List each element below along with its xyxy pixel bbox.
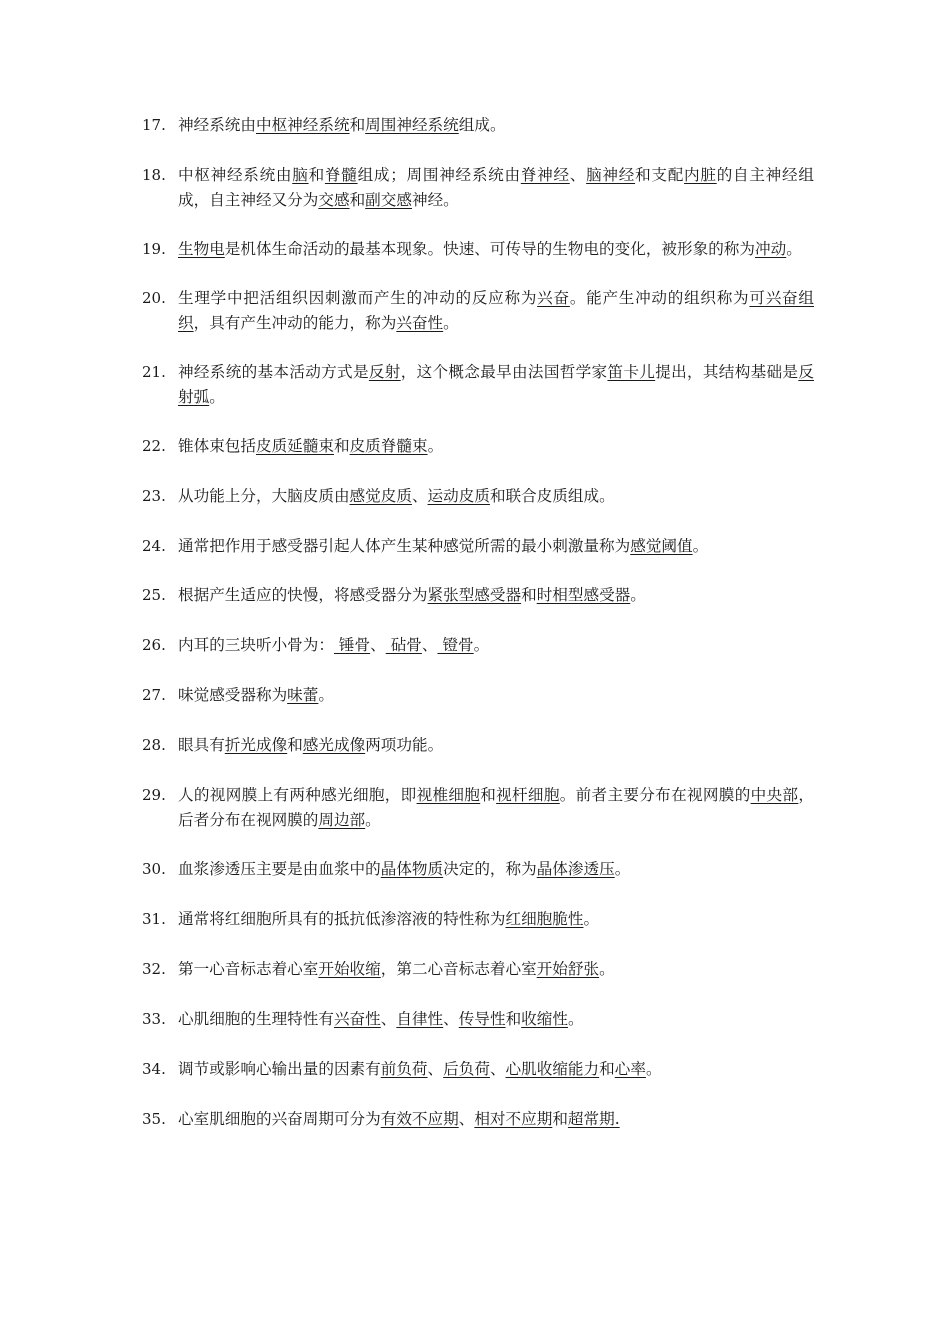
question-fragment: 。 — [209, 388, 225, 406]
answer-blank: 脊髓 — [324, 166, 358, 184]
question-fragment: 。前者主要分布在视网膜的 — [559, 786, 751, 804]
question-text — [178, 733, 814, 758]
question-fragment: 提出，其结构基础是 — [655, 363, 799, 381]
question-fragment: 和 — [308, 166, 325, 184]
question-fragment: 和 — [349, 191, 366, 209]
answer-blank: 自律性 — [396, 1010, 444, 1028]
answer-blank: 视杆细胞 — [496, 786, 560, 804]
question-fragment: 心肌细胞的生理特性有 — [178, 1010, 334, 1028]
question-item — [142, 534, 814, 559]
answer-blank: 折光成像 — [224, 736, 288, 754]
answer-blank: 红细胞脆性 — [505, 910, 584, 928]
answer-blank: 周围神经系统 — [365, 116, 459, 134]
question-text — [178, 1107, 814, 1132]
question-fragment: 和 — [480, 786, 497, 804]
answer-blank: 反射 — [368, 363, 401, 381]
question-text — [178, 1057, 814, 1082]
question-item — [142, 857, 814, 882]
question-fragment: 和 — [287, 736, 303, 754]
answer-blank: 周边部 — [318, 811, 366, 829]
question-fragment: ，第二心音标志着心室 — [380, 960, 537, 978]
question-fragment: 和 — [521, 586, 537, 604]
question-number: 26. — [142, 636, 166, 654]
question-number: 35. — [142, 1110, 166, 1128]
question-text — [178, 783, 814, 833]
answer-blank: 皮质脊髓束 — [349, 437, 428, 455]
answer-blank: 运动皮质 — [427, 487, 490, 505]
question-fragment: 和 — [552, 1110, 568, 1128]
question-fragment: 、 — [569, 166, 587, 184]
question-number: 28. — [142, 736, 166, 754]
question-fragment: 和联合皮质组成。 — [489, 487, 615, 505]
question-fragment: ，后者分布在视网膜的 — [178, 786, 814, 829]
question-number: 17. — [142, 116, 166, 134]
question-fragment: 神经系统由 — [178, 116, 256, 134]
question-number: 34. — [142, 1060, 166, 1078]
question-fragment: 决定的，称为 — [443, 860, 537, 878]
answer-blank: 晶体物质 — [380, 860, 444, 878]
question-number: 27. — [142, 686, 166, 704]
question-number: 21. — [142, 363, 166, 381]
question-fragment: 、 — [443, 1010, 459, 1028]
answer-blank: 中央部 — [750, 786, 799, 804]
answer-blank: 味蕾 — [287, 686, 319, 704]
question-item — [142, 633, 814, 658]
answer-blank: 砧骨 — [385, 636, 422, 654]
question-item — [142, 286, 814, 336]
question-item — [142, 733, 814, 758]
answer-blank: 传导性 — [458, 1010, 506, 1028]
answer-blank: 后负荷 — [443, 1060, 490, 1078]
question-text — [178, 360, 814, 410]
question-fragment: 、 — [411, 487, 428, 505]
question-fragment: 通常将红细胞所具有的抵抗低渗溶液的特性称为 — [178, 910, 506, 928]
answer-blank: 前负荷 — [380, 1060, 428, 1078]
answer-blank: 相对不应期 — [474, 1110, 553, 1128]
question-item — [142, 583, 814, 608]
question-item — [142, 484, 814, 509]
question-number: 29. — [142, 786, 166, 804]
question-fragment: 神经系统的基本活动方式是 — [178, 363, 369, 381]
question-fragment: 从功能上分，大脑皮质由 — [178, 487, 350, 505]
question-item — [142, 1007, 814, 1032]
question-text — [178, 484, 814, 509]
question-item — [142, 434, 814, 459]
question-item — [142, 683, 814, 708]
question-fragment: 。 — [365, 811, 381, 829]
question-text — [178, 857, 814, 882]
question-number: 25. — [142, 586, 166, 604]
question-fragment: 。能产生冲动的组织称为 — [569, 289, 750, 307]
question-text — [178, 113, 814, 138]
question-fragment: 调节或影响心输出量的因素有 — [178, 1060, 381, 1078]
answer-blank: 冲动 — [755, 240, 787, 258]
question-fragment: 。 — [473, 636, 490, 654]
question-fragment: 和 — [333, 437, 350, 455]
question-fragment: 。 — [567, 1010, 584, 1028]
question-fragment: 。 — [443, 314, 459, 332]
question-text — [178, 907, 814, 932]
question-fragment: 组成；周围神经系统由 — [357, 166, 521, 184]
question-fragment: 组成。 — [458, 116, 506, 134]
question-text — [178, 163, 814, 213]
question-fragment: 味觉感受器称为 — [178, 686, 288, 704]
question-item — [142, 1057, 814, 1082]
answer-blank: 心率 — [614, 1060, 646, 1078]
question-fragment: 两项功能。 — [365, 736, 444, 754]
question-number: 32. — [142, 960, 166, 978]
question-item — [142, 957, 814, 982]
answer-blank: 脑神经 — [586, 166, 636, 184]
question-fragment: 。 — [614, 860, 631, 878]
question-fragment: ，这个概念最早由法国哲学家 — [400, 363, 608, 381]
question-fragment: 内耳的三块听小骨为： — [178, 636, 334, 654]
question-fragment: 锥体束包括 — [178, 437, 256, 455]
answer-blank: 交感 — [318, 191, 350, 209]
question-fragment: 是机体生命活动的最基本现象。快速、可传导的生物电的变化，被形象的称为 — [224, 240, 755, 258]
question-fragment: 和 — [349, 116, 366, 134]
question-fragment: 。 — [427, 437, 444, 455]
question-item — [142, 113, 814, 138]
question-fragment: 血浆渗透压主要是由血浆中的 — [178, 860, 381, 878]
question-fragment: 。 — [692, 537, 709, 555]
answer-blank: 镫骨 — [437, 636, 474, 654]
answer-blank: 副交感 — [365, 191, 412, 209]
question-fragment: 、 — [489, 1060, 506, 1078]
question-fragment: 的自主神经组成，自主神经又分为 — [178, 166, 814, 209]
question-item — [142, 360, 814, 410]
question-number: 22. — [142, 437, 166, 455]
question-text — [178, 534, 814, 559]
fill-in-blank-list — [142, 113, 814, 1157]
question-fragment: 生理学中把活组织因刺激而产生的冲动的反应称为 — [178, 289, 538, 307]
question-text — [178, 957, 814, 982]
question-fragment: 神经。 — [411, 191, 459, 209]
question-number: 33. — [142, 1010, 166, 1028]
question-fragment: 。 — [630, 586, 646, 604]
answer-blank: 感觉皮质 — [349, 487, 412, 505]
question-number: 19. — [142, 240, 166, 258]
question-number: 18. — [142, 166, 166, 184]
question-text — [178, 633, 814, 658]
answer-blank: 感光成像 — [302, 736, 366, 754]
question-fragment: 人的视网膜上有两种感光细胞，即 — [178, 786, 417, 804]
question-item — [142, 783, 814, 833]
question-number: 24. — [142, 537, 166, 555]
answer-blank: 超常期. — [567, 1110, 620, 1128]
question-text — [178, 237, 814, 262]
answer-blank: 锤骨 — [333, 636, 371, 654]
question-fragment: 中枢神经系统由 — [178, 166, 293, 184]
question-fragment: 。 — [318, 686, 334, 704]
question-fragment: 。 — [645, 1060, 662, 1078]
answer-blank: 视椎细胞 — [416, 786, 481, 804]
question-fragment: 、 — [427, 1060, 444, 1078]
question-fragment: 、 — [380, 1010, 397, 1028]
answer-blank: 兴奋性 — [396, 314, 444, 332]
question-number: 31. — [142, 910, 166, 928]
question-fragment: 。 — [599, 960, 615, 978]
question-item — [142, 907, 814, 932]
question-fragment: 和 — [505, 1010, 522, 1028]
answer-blank: 有效不应期 — [380, 1110, 459, 1128]
answer-blank: 兴奋 — [537, 289, 570, 307]
question-fragment: 、 — [421, 636, 438, 654]
question-text — [178, 583, 814, 608]
question-text — [178, 1007, 814, 1032]
answer-blank: 时相型感受器 — [536, 586, 631, 604]
answer-blank: 紧张型感受器 — [427, 586, 522, 604]
answer-blank: 可兴奋组织 — [178, 289, 814, 332]
answer-blank: 中枢神经系统 — [255, 116, 350, 134]
answer-blank: 兴奋性 — [333, 1010, 381, 1028]
answer-blank: 开始收缩 — [318, 960, 381, 978]
question-item — [142, 163, 814, 213]
answer-blank: 内脏 — [684, 166, 717, 184]
answer-blank: 笛卡儿 — [607, 363, 656, 381]
question-fragment: ，具有产生冲动的能力，称为 — [193, 314, 397, 332]
question-item — [142, 237, 814, 262]
question-fragment: 眼具有 — [178, 736, 225, 754]
question-number: 20. — [142, 289, 166, 307]
question-fragment: 、 — [370, 636, 386, 654]
question-fragment: 、 — [458, 1110, 475, 1128]
answer-blank: 开始舒张 — [536, 960, 600, 978]
question-fragment: 通常把作用于感受器引起人体产生某种感觉所需的最小刺激量称为 — [178, 537, 631, 555]
answer-blank: 收缩性 — [521, 1010, 568, 1028]
question-number: 23. — [142, 487, 166, 505]
question-fragment: 。 — [786, 240, 802, 258]
answer-blank: 生物电 — [178, 240, 225, 258]
answer-blank: 心肌收缩能力 — [505, 1060, 600, 1078]
question-fragment: 第一心音标志着心室 — [178, 960, 319, 978]
question-number: 30. — [142, 860, 166, 878]
question-fragment: 。 — [583, 910, 600, 928]
question-item — [142, 1107, 814, 1132]
answer-blank: 脑 — [292, 166, 309, 184]
answer-blank: 感觉阈值 — [630, 537, 693, 555]
question-text — [178, 286, 814, 336]
question-fragment: 和支配 — [635, 166, 685, 184]
question-text — [178, 683, 814, 708]
question-fragment: 和 — [599, 1060, 615, 1078]
answer-blank: 反射弧 — [178, 363, 814, 406]
question-fragment: 根据产生适应的快慢，将感受器分为 — [178, 586, 428, 604]
answer-blank: 皮质延髓束 — [255, 437, 334, 455]
question-text — [178, 434, 814, 459]
question-fragment: 心室肌细胞的兴奋周期可分为 — [178, 1110, 381, 1128]
answer-blank: 晶体渗透压 — [536, 860, 615, 878]
answer-blank: 脊神经 — [520, 166, 570, 184]
